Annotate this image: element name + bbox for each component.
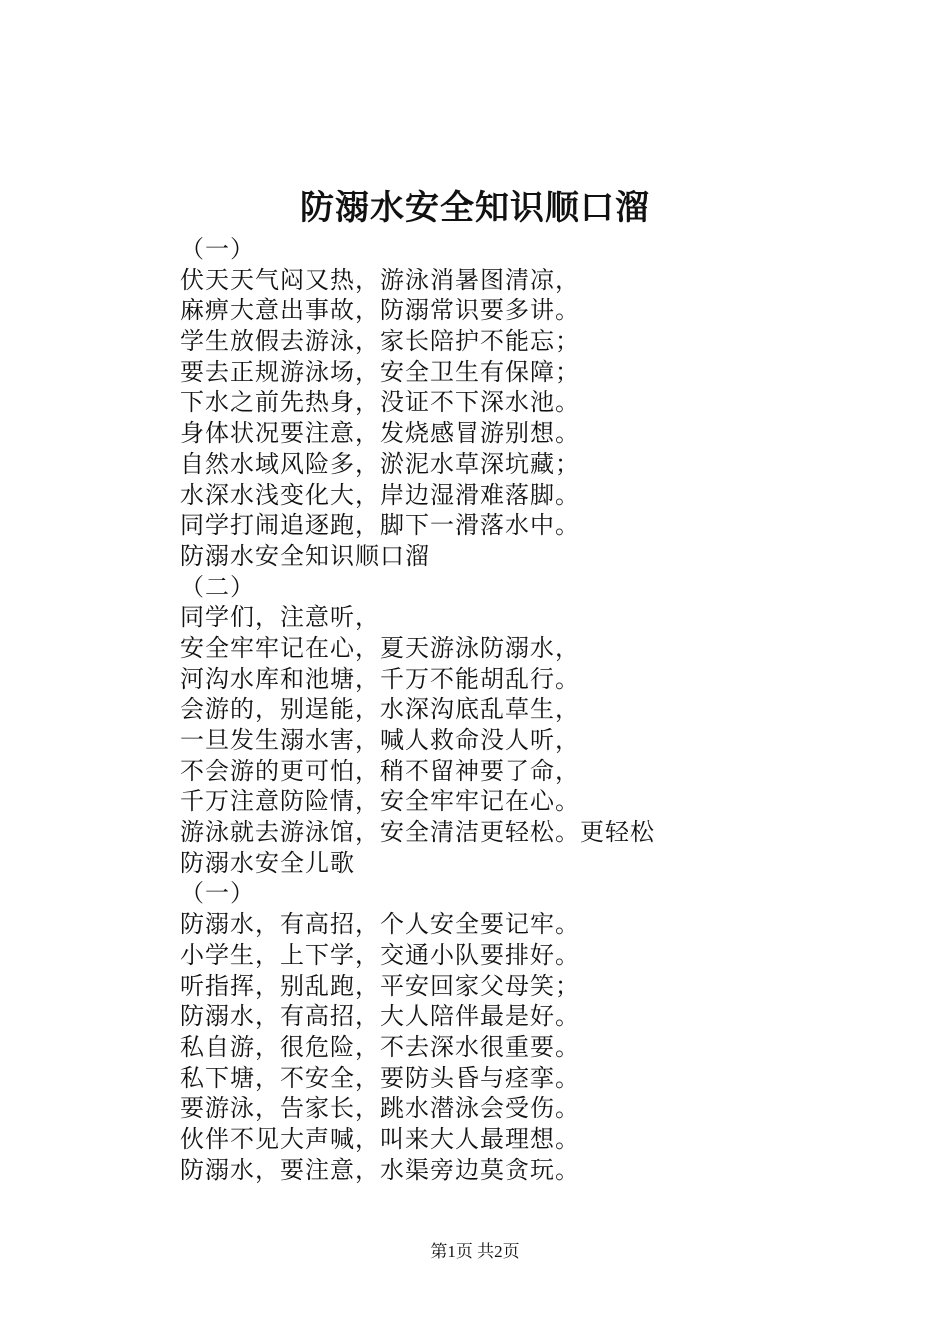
text-line: 小学生，上下学，交通小队要排好。 (180, 940, 580, 969)
text-line: 学生放假去游泳，家长陪护不能忘； (180, 327, 580, 356)
text-line: 听指挥，别乱跑，平安回家父母笑； (180, 971, 580, 1000)
text-line: 身体状况要注意，发烧感冒游别想。 (180, 419, 580, 448)
text-line: （一） (180, 235, 255, 263)
text-line: 河沟水库和池塘，千万不能胡乱行。 (180, 664, 580, 693)
text-line: 防溺水，有高招，个人安全要记牢。 (180, 910, 580, 939)
text-line: 伏天天气闷又热，游泳消暑图清凉， (180, 265, 580, 294)
text-line: 要去正规游泳场，安全卫生有保障； (180, 357, 580, 386)
text-line: 一旦发生溺水害，喊人救命没人听， (180, 726, 580, 754)
text-line: 游泳就去游泳馆，安全清洁更轻松。更轻松 (180, 818, 655, 847)
text-line: （二） (180, 572, 255, 601)
document-body (180, 234, 900, 1185)
text-line: 要游泳，告家长，跳水潜泳会受伤。 (180, 1094, 580, 1123)
text-line: 会游的，别逞能，水深沟底乱草生， (180, 695, 580, 724)
text-line: 水深水浅变化大，岸边湿滑难落脚。 (180, 480, 580, 509)
text-line: 防溺水，有高招，大人陪伴最是好。 (180, 1002, 580, 1031)
document-title: 防溺水安全知识顺口溜 (300, 188, 650, 228)
text-line: 不会游的更可怕，稍不留神要了命， (180, 756, 580, 785)
text-line: 伙伴不见大声喊，叫来大人最理想。 (180, 1124, 580, 1153)
text-line: 千万注意防险情，安全牢牢记在心。 (180, 787, 580, 816)
text-line: 防溺水，要注意，水渠旁边莫贪玩。 (180, 1155, 580, 1184)
text-line: 私自游，很危险，不去深水很重要。 (180, 1032, 580, 1061)
text-line: 下水之前先热身，没证不下深水池。 (180, 388, 580, 417)
text-line: 防溺水安全知识顺口溜 (180, 541, 430, 570)
text-line: 私下塘，不安全，要防头昏与痉挛。 (180, 1063, 580, 1092)
text-line: 防溺水安全儿歌 (180, 848, 355, 877)
text-line: （一） (180, 879, 255, 908)
page-footer: 第1页 共2页 (430, 1242, 520, 1261)
text-line: 同学们，注意听， (180, 603, 380, 632)
text-line: 麻痹大意出事故，防溺常识要多讲。 (180, 296, 580, 325)
text-line: 自然水域风险多，淤泥水草深坑藏； (180, 449, 580, 478)
text-line: 安全牢牢记在心，夏天游泳防溺水， (180, 633, 580, 662)
text-line: 同学打闹追逐跑，脚下一滑落水中。 (180, 511, 580, 540)
